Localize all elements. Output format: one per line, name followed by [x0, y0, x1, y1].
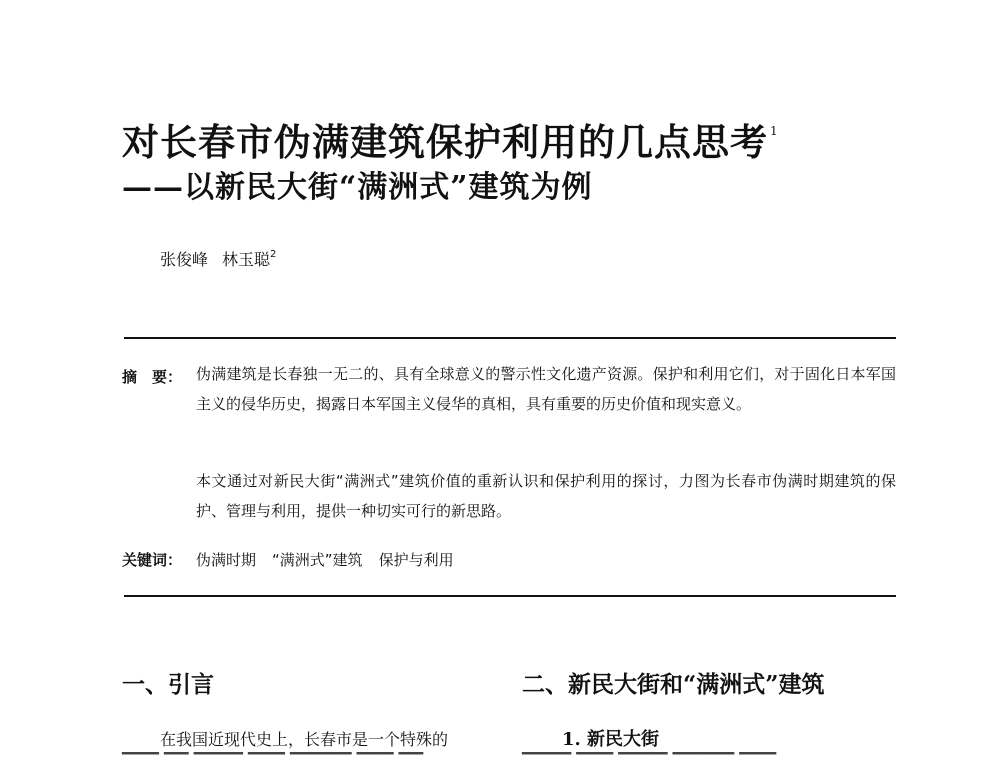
keywords-label: 关键词：	[122, 551, 183, 569]
body-paragraph: 在我国近现代史上，长春市是一个特殊的	[160, 730, 449, 749]
abstract-paragraph: 伪满建筑是长春独一无二的、具有全球意义的警示性文化遗产资源。保护和利用它们，对于固化日本军国主义的侵华历史，揭露日本军国主义侵华的真相，具有重要的历史价值和现实意义。	[196, 365, 896, 413]
subsection-heading: 1. 新民大街	[562, 729, 660, 750]
author-line	[160, 247, 276, 270]
cropped-text-line: ▔▔▔▔ ▔▔▔ ▔▔▔▔ ▔▔▔▔▔ ▔▔▔	[522, 752, 777, 771]
section-heading-introduction: 一、引言	[122, 671, 214, 698]
author-footnote-marker: 2	[270, 249, 277, 260]
keyword: 伪满时期	[196, 551, 257, 569]
cropped-text-line: ▔▔▔ ▔▔ ▔▔▔▔ ▔▔▔ ▔▔▔▔▔ ▔▔▔ ▔▔	[122, 752, 424, 771]
abstract-paragraph: 本文通过对新民大街“满洲式”建筑价值的重新认识和保护利用的探讨，力图为长春市伪满时期建筑的保护、管理与利用，提供一种切实可行的新思路。	[196, 472, 896, 520]
keywords-list	[196, 549, 470, 570]
divider-top	[124, 337, 896, 339]
keyword: “满洲式”建筑	[272, 551, 363, 569]
abstract-label: 摘 要：	[122, 368, 183, 386]
paper-subtitle: ——以新民大街“满洲式”建筑为例	[122, 170, 593, 205]
divider-bottom	[124, 595, 896, 597]
title-footnote-marker: 1	[770, 124, 779, 138]
section-heading-xinmin-street: 二、新民大街和“满洲式”建筑	[522, 671, 825, 698]
author-name: 张俊峰	[160, 250, 209, 269]
author-name: 林玉聪	[222, 250, 271, 269]
paper-title: 对长春市伪满建筑保护利用的几点思考 $^1$	[122, 120, 779, 164]
keyword: 保护与利用	[378, 551, 454, 569]
